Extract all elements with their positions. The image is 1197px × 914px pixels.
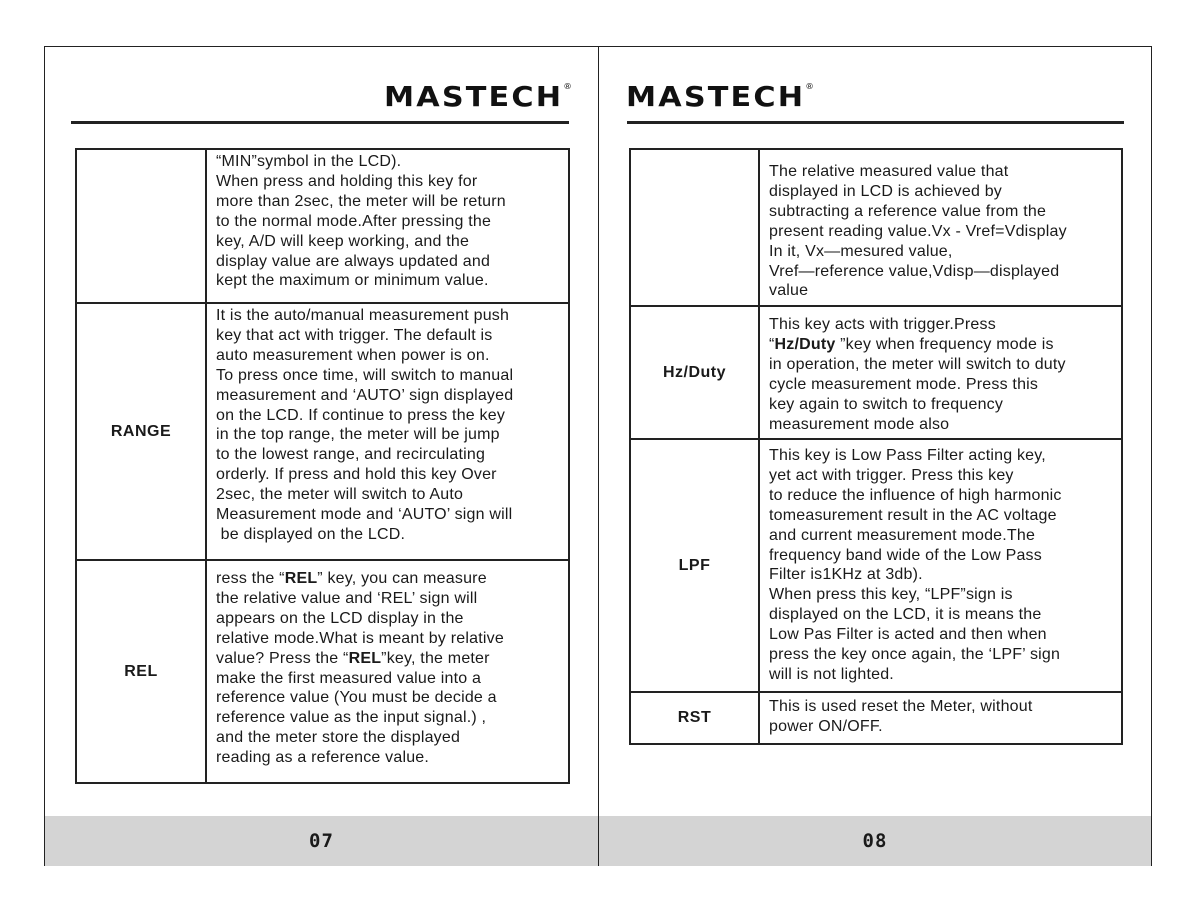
- description-line: measurement mode also: [769, 415, 950, 433]
- header-rule-left: [71, 121, 569, 124]
- description-line: value: [769, 282, 809, 300]
- description-line: power ON/OFF.: [769, 717, 883, 735]
- description-line: The relative measured value that: [769, 163, 1009, 180]
- description-cell: [759, 692, 1122, 744]
- page-footer-left: [45, 816, 598, 866]
- description-line: “MIN”symbol in the LCD).: [216, 153, 402, 170]
- description-line: on the LCD. If continue to press the key: [216, 406, 506, 424]
- key-cell-rst: RST: [630, 692, 759, 744]
- description-line: value? Press the “REL”key, the meter: [216, 649, 490, 667]
- table-row: [630, 439, 1122, 692]
- description-line: will is not lighted.: [769, 665, 894, 683]
- description-line: reading as a reference value.: [216, 749, 430, 767]
- description-line: auto measurement when power is on.: [216, 346, 490, 364]
- description-line: displayed on the LCD, it is means the: [769, 606, 1042, 624]
- page-number: 07: [309, 830, 334, 852]
- description-line: reference value (You must be decide a: [216, 689, 497, 707]
- description-cell: [759, 439, 1122, 692]
- description-line: orderly. If press and hold this key Over: [216, 466, 497, 484]
- key-table-right: [629, 148, 1123, 745]
- key-cell: [630, 149, 759, 306]
- description-line: 2sec, the meter will switch to Auto: [216, 486, 464, 504]
- description-line: It is the auto/manual measurement push: [216, 307, 510, 324]
- description-line: kept the maximum or minimum value.: [216, 272, 489, 290]
- description-line: ress the “REL” key, you can measure: [216, 570, 487, 587]
- description-line: key, A/D will keep working, and the: [216, 232, 470, 250]
- key-cell-rel: REL: [76, 560, 206, 783]
- description-line: in the top range, the meter will be jump: [216, 426, 500, 444]
- description-line: When press this key, “LPF”sign is: [769, 586, 1013, 604]
- description-cell: [759, 149, 1122, 306]
- description-cell: [206, 149, 569, 303]
- brand-logo-right: MASTECH®: [626, 80, 814, 113]
- table-row: [76, 303, 569, 560]
- page-divider: [598, 46, 599, 866]
- description-line: To press once time, will switch to manual: [216, 366, 514, 384]
- table-row: [630, 306, 1122, 439]
- description-line: reference value as the input signal.) ,: [216, 709, 487, 727]
- description-line: Low Pas Filter is acted and then when: [769, 626, 1047, 644]
- description-line: to the normal mode.After pressing the: [216, 212, 492, 230]
- page-footer-right: [599, 816, 1151, 866]
- key-cell-range: RANGE: [76, 303, 206, 560]
- description-line: the relative value and ‘REL’ sign will: [216, 589, 478, 607]
- description-line: This key is Low Pass Filter acting key,: [769, 447, 1046, 464]
- description-line: “Hz/Duty ”key when frequency mode is: [769, 335, 1054, 353]
- description-line: be displayed on the LCD.: [216, 525, 406, 543]
- description-line: present reading value.Vx - Vref=Vdisplay: [769, 222, 1067, 240]
- description-line: This is used reset the Meter, without: [769, 698, 1033, 715]
- description-line: and the meter store the displayed: [216, 729, 461, 747]
- description-line: and current measurement mode.The: [769, 526, 1036, 544]
- key-cell-hz-duty: Hz/Duty: [630, 306, 759, 439]
- description-line: to the lowest range, and recirculating: [216, 446, 486, 464]
- key-cell: [76, 149, 206, 303]
- description-line: frequency band wide of the Low Pass: [769, 546, 1042, 564]
- description-cell: [206, 303, 569, 560]
- description-cell: [759, 306, 1122, 439]
- description-line: yet act with trigger. Press this key: [769, 466, 1014, 484]
- description-line: Vref—reference value,Vdisp—displayed: [769, 262, 1060, 280]
- description-line: key again to switch to frequency: [769, 395, 1004, 413]
- description-line: to reduce the influence of high harmonic: [769, 486, 1062, 504]
- description-line: This key acts with trigger.Press: [769, 316, 996, 333]
- description-line: cycle measurement mode. Press this: [769, 375, 1039, 393]
- table-row: [76, 149, 569, 303]
- table-row: [76, 560, 569, 783]
- description-line: measurement and ‘AUTO’ sign displayed: [216, 386, 514, 404]
- table-row: [630, 149, 1122, 306]
- description-line: subtracting a reference value from the: [769, 202, 1047, 220]
- description-line: in operation, the meter will switch to duty: [769, 355, 1066, 373]
- description-line: display value are always updated and: [216, 252, 491, 270]
- description-line: press the key once again, the ‘LPF’ sign: [769, 646, 1061, 664]
- description-line: Filter is1KHz at 3db).: [769, 566, 923, 584]
- description-cell: [206, 560, 569, 783]
- description-line: Measurement mode and ‘AUTO’ sign will: [216, 506, 513, 524]
- key-table-left: [75, 148, 570, 784]
- brand-logo-left: MASTECH®: [384, 80, 572, 113]
- key-cell-lpf: LPF: [630, 439, 759, 692]
- description-line: make the first measured value into a: [216, 669, 482, 687]
- description-line: When press and holding this key for: [216, 172, 478, 190]
- description-line: displayed in LCD is achieved by: [769, 182, 1002, 200]
- description-line: relative mode.What is meant by relative: [216, 629, 504, 647]
- description-line: more than 2sec, the meter will be return: [216, 192, 506, 210]
- description-line: tomeasurement result in the AC voltage: [769, 506, 1057, 524]
- description-line: appears on the LCD display in the: [216, 609, 464, 627]
- description-line: key that act with trigger. The default is: [216, 326, 493, 344]
- description-line: In it, Vx—mesured value,: [769, 242, 953, 260]
- table-row: [630, 692, 1122, 744]
- header-rule-right: [627, 121, 1124, 124]
- page-number: 08: [862, 830, 888, 852]
